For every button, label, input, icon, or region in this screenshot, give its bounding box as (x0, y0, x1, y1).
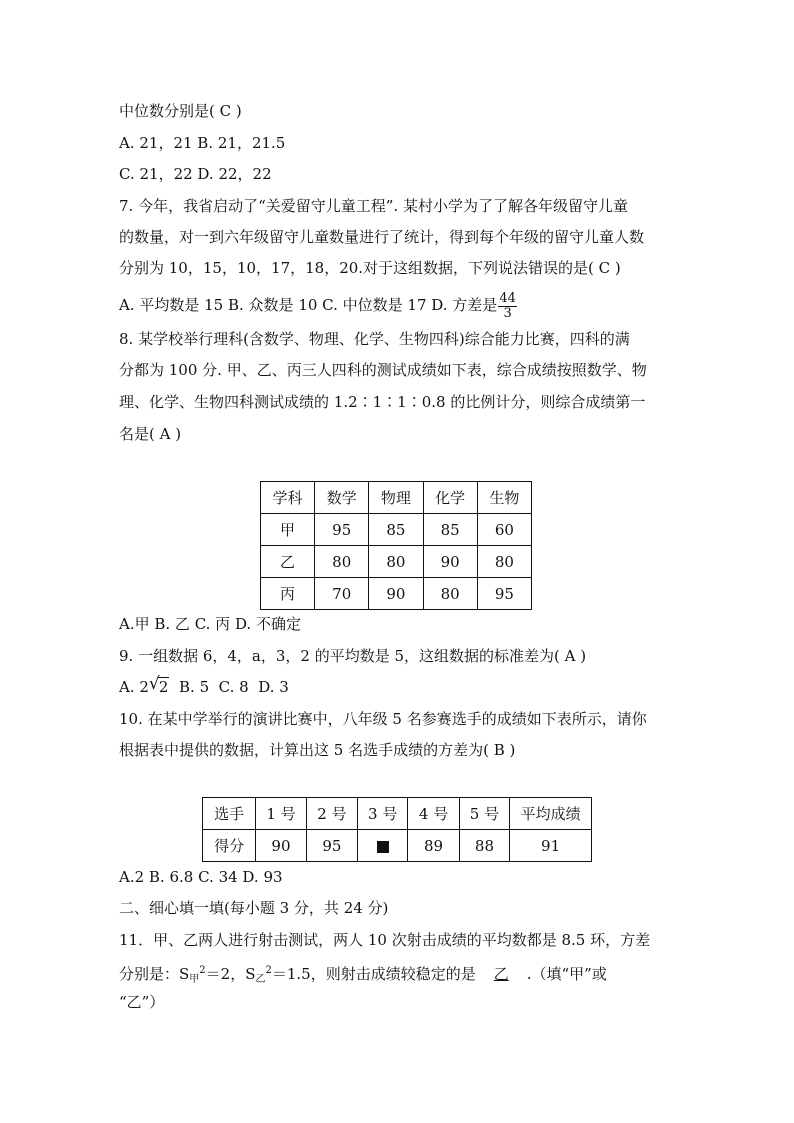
table-cell: 80 (423, 578, 477, 610)
table-row (261, 546, 532, 578)
q11-sub-yi: 乙 (255, 974, 266, 985)
table-cell-hidden-score (358, 830, 408, 862)
q9-option-a-text: A. 2 (119, 678, 149, 696)
q8-options: A.甲 B. 乙 C. 丙 D. 不确定 (119, 615, 301, 633)
table-header-cell: 选手 (203, 798, 256, 830)
q7-options (119, 290, 517, 321)
radical-icon: √ (148, 674, 160, 694)
q8-line-3: 理、化学、生物四科测试成绩的 1.2∶1∶1∶0.8 的比例计分，则综合成绩第一 (119, 393, 646, 411)
table-row (203, 830, 592, 862)
q7-fraction-numerator: 44 (499, 290, 516, 306)
q9-options (119, 674, 289, 697)
q8-score-table (260, 481, 532, 610)
q6-options-cd: C. 21，22 D. 22，22 (119, 165, 272, 183)
q9-stem: 9. 一组数据 6，4，a，3，2 的平均数是 5，这组数据的标准差为( A ) (119, 647, 587, 665)
table-header-row (203, 798, 592, 830)
table-cell: 85 (423, 514, 477, 546)
table-cell: 90 (256, 830, 306, 862)
table-cell: 90 (423, 546, 477, 578)
q7-fraction-denominator: 3 (503, 305, 512, 321)
q9-sqrt (148, 674, 170, 697)
q11-text-a: 分别是：S (119, 965, 190, 983)
q7-line-1: 7. 今年，我省启动了“关爱留守儿童工程”. 某村小学为了了解各年级留守儿童 (119, 197, 628, 215)
black-square-icon (377, 841, 389, 853)
q8-line-4: 名是( A ) (119, 425, 182, 443)
table-row (261, 514, 532, 546)
q7-line-3: 分别为 10，15，10，17，18，20.对于这组数据，下列说法错误的是( C ) (119, 259, 621, 277)
q9-options-rest: B. 5 C. 8 D. 3 (169, 678, 289, 696)
q11-sup-2a: 2 (199, 965, 206, 976)
q10-score-table (202, 797, 592, 862)
q11-text-c: ＝1.5，则射击成绩较稳定的是 (271, 965, 476, 983)
q11-text-d: .（填“甲”或 (526, 965, 607, 983)
table-cell: 95 (306, 830, 357, 862)
q10-options: A.2 B. 6.8 C. 34 D. 93 (119, 868, 283, 886)
q11-sup-2b: 2 (265, 965, 272, 976)
table-header-cell: 平均成绩 (510, 798, 592, 830)
table-cell: 得分 (203, 830, 256, 862)
table-cell: 甲 (261, 514, 315, 546)
table-cell: 95 (477, 578, 531, 610)
q11-line-3: “乙”） (119, 993, 165, 1011)
q6-stem: 中位数分别是( C ) (119, 102, 242, 120)
table-header-cell: 4 号 (408, 798, 459, 830)
q11-line-1: 11．甲、乙两人进行射击测试，两人 10 次射击成绩的平均数都是 8.5 环，方差 (119, 931, 651, 949)
table-header-row (261, 482, 532, 514)
table-cell: 80 (315, 546, 369, 578)
q8-line-1: 8. 某学校举行理科(含数学、物理、化学、生物四科)综合能力比赛，四科的满 (119, 330, 630, 348)
q10-line-2: 根据表中提供的数据，计算出这 5 名选手成绩的方差为( B ) (119, 741, 516, 759)
q7-fraction (498, 292, 517, 321)
table-cell: 85 (369, 514, 423, 546)
q6-options-ab: A. 21，21 B. 21，21.5 (119, 134, 286, 152)
table-cell: 60 (477, 514, 531, 546)
table-cell: 89 (408, 830, 459, 862)
q7-options-text: A. 平均数是 15 B. 众数是 10 C. 中位数是 17 D. 方差是 (119, 296, 498, 314)
table-header-cell: 物理 (369, 482, 423, 514)
table-row (261, 578, 532, 610)
table-header-cell: 学科 (261, 482, 315, 514)
q10-line-1: 10. 在某中学举行的演讲比赛中，八年级 5 名参赛选手的成绩如下表所示，请你 (119, 710, 647, 728)
q11-answer-blank: 乙 (493, 965, 509, 983)
table-cell: 95 (315, 514, 369, 546)
table-cell: 80 (369, 546, 423, 578)
table-header-cell: 2 号 (306, 798, 357, 830)
table-header-cell: 数学 (315, 482, 369, 514)
table-cell: 91 (510, 830, 592, 862)
q11-text-b: ＝2，S (205, 965, 256, 983)
table-header-cell: 3 号 (358, 798, 408, 830)
q8-line-2: 分都为 100 分. 甲、乙、丙三人四科的测试成绩如下表，综合成绩按照数学、物 (119, 361, 647, 379)
table-cell: 70 (315, 578, 369, 610)
table-header-cell: 5 号 (459, 798, 509, 830)
table-header-cell: 生物 (477, 482, 531, 514)
table-cell: 丙 (261, 578, 315, 610)
q7-line-2: 的数量，对一到六年级留守儿童数量进行了统计，得到每个年级的留守儿童人数 (119, 228, 645, 246)
section-2-heading: 二、细心填一填(每小题 3 分，共 24 分) (119, 899, 389, 917)
table-header-cell: 化学 (423, 482, 477, 514)
q11-line-2 (119, 961, 607, 990)
table-cell: 80 (477, 546, 531, 578)
q11-sub-jia: 甲 (189, 974, 200, 985)
table-cell: 90 (369, 578, 423, 610)
q9-sqrt-radicand: 2 (158, 678, 169, 696)
table-cell: 88 (459, 830, 509, 862)
table-cell: 乙 (261, 546, 315, 578)
table-header-cell: 1 号 (256, 798, 306, 830)
